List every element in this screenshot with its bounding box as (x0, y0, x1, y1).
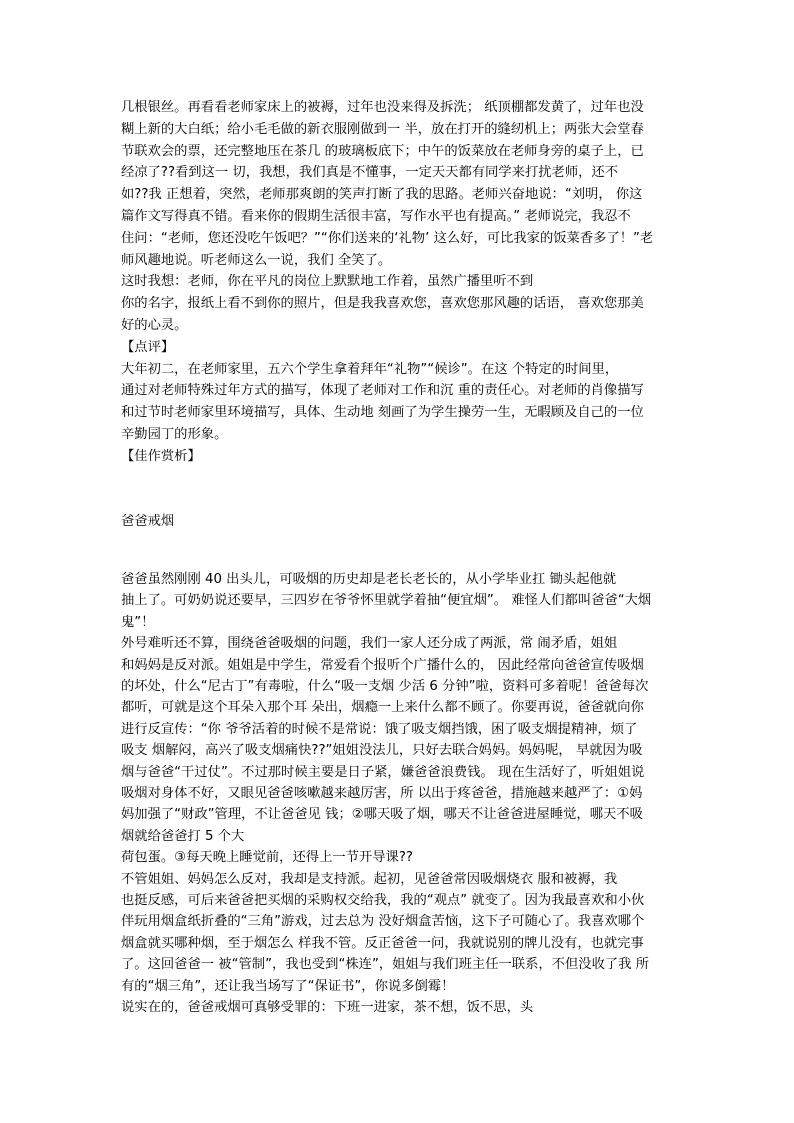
text-line: 不管姐姐、妈妈怎么反对，我却是支持派。起初，见爸爸常因吸烟烧衣 服和被褥，我 (121, 871, 618, 887)
text-line: 也挺反感，可后来爸爸把买烟的采购权交给我，我的“观点” 就变了。因为我最喜欢和小伙 (121, 893, 645, 908)
text-line: 辛勤园丁的形象。 (121, 427, 228, 442)
text-line: 说实在的，爸爸戒烟可真够受罪的：下班一进家，茶不想，饭不思，头 (121, 1000, 534, 1015)
text-line: 外号难听还不算，围绕爸爸吸烟的问题，我们一家人还分成了两派，常 闹矛盾，姐姐 (121, 636, 618, 652)
text-line: 荷包蛋。③每天晚上睡觉前，还得上一节开导课?? (121, 850, 413, 866)
text-line: 篇作文写得真不错。看来你的假期生活很丰富，写作水平也有提高。” 老师说完，我忍不 (121, 209, 631, 224)
text-line: 住问：“老师，您还没吃午饭吧？”“你们送来的‘礼物’ 这么好，可比我家的饭菜香多了！”老 (121, 230, 654, 246)
text-line: 鬼”！ (121, 614, 155, 630)
text-line: 好的心灵。 (121, 318, 188, 333)
text-line: 进行反宣传：“你 爷爷活着的时候不是常说：饿了吸支烟挡饿，困了吸支烟提精神，烦了 (121, 721, 638, 737)
text-line: 抽上了。可奶奶说还要早，三四岁在爷爷怀里就学着抽“便宜烟”。 难怪人们都叫爸爸“大烟 (121, 593, 652, 609)
text-line: 糊上新的大白纸；给小毛毛做的新衣服刚做到一 半，放在打开的缝纫机上；两张大会堂春 (121, 121, 644, 137)
text-line: 吸烟对身体不好，又眼见爸爸咳嗽越来越厉害，所 以出于疼爸爸，措施越来越严了：①妈 (121, 786, 643, 801)
essay-title: 爸爸戒烟 (121, 514, 175, 529)
text-line: 【点评】 (121, 339, 175, 355)
text-line: 和妈妈是反对派。姐姐是中学生，常爱看个报听个广播什么的， 因此经常向爸爸宣传吸烟 (121, 657, 644, 673)
text-line: 节联欢会的票，还完整地压在茶几 的玻璃板底下；中午的饭菜放在老师身旁的桌子上，已 (121, 143, 644, 159)
text-line: 烟与爸爸“干过仗”。不过那时候主要是日子紧，嫌爸爸浪费钱。 现在生活好了，听姐姐说 (121, 764, 645, 780)
text-line: 吸支 烟解闷，高兴了吸支烟痛快??”姐姐没法儿，只好去联合妈妈。妈妈呢， 早就因为吸 (121, 743, 643, 759)
text-line: 有的“烟三角”，还让我当场写了“保证书”，你说多倒霉！ (121, 978, 455, 994)
text-line: 这时我想：老师，你在平凡的岗位上默默地工作着，虽然广播里听不到 (121, 274, 534, 290)
text-line: 几根银丝。再看看老师家床上的被褥，过年也没来得及拆洗； 纸顶棚都发黄了，过年也没 (121, 100, 644, 115)
text-line: 经凉了??看到这一 切，我想，我们真是不懂事，一定天天都有同学来打扰老师，还不 (121, 165, 619, 181)
text-line: 伴玩用烟盒纸折叠的“三角”游戏，过去总为 没好烟盒苦恼，这下子可随心了。我喜欢哪个 (121, 914, 645, 930)
text-line: 都听，可就是这个耳朵入那个耳 朵出，烟瘾一上来什么都不顾了。你要再说，爸爸就向你 (121, 700, 644, 716)
text-line: 烟就给爸爸打 5 个大 (121, 828, 245, 844)
section-header: 【佳作赏析】 (121, 449, 201, 464)
text-line: 和过节时老师家里环境描写，具体、生动地 刻画了为学生操劳一生，无暇顾及自己的一位 (121, 405, 644, 421)
text-line: 师风趣地说。听老师这么一说，我们 全笑了。 (121, 252, 392, 268)
text-line: 大年初二，在老师家里，五六个学生拿着拜年“礼物”“候诊”。在这 个特定的时间里， (121, 361, 619, 377)
text-line: 烟盒就买哪种烟，至于烟怎么 样我不管。反正爸爸一问，我就说别的牌儿没有，也就完事 (121, 935, 644, 951)
text-line: 你的名字，报纸上看不到你的照片，但是我我喜欢您，喜欢您那风趣的话语， 喜欢您那美 (121, 296, 644, 312)
text-line: 爸爸虽然刚刚 40 出头儿，可吸烟的历史却是老长老长的，从小学毕业扛 锄头起他就 (121, 572, 616, 587)
text-line: 如??我 正想着，突然，老师那爽朗的笑声打断了我的思路。老师兴奋地说：“刘明， 你这 (121, 187, 643, 203)
text-line: 通过对老师特殊过年方式的描写，体现了老师对工作和沉 重的责任心。对老师的肖像描写 (121, 383, 644, 399)
text-line: 的坏处，什么“尼古丁”有毒啦，什么“吸一支烟 少活 6 分钟”啦，资料可多着呢！爸爸每次 (121, 679, 649, 694)
text-line: 妈加强了“财政”管理，不让爸爸见 钱；②哪天吸了烟，哪天不让爸爸进屋睡觉，哪天不吸 (121, 807, 643, 823)
text-line: 了。这回爸爸一 被“管制”，我也受到“株连”，姐姐与我们班主任一联系，不但没收了我 所 (121, 957, 649, 973)
